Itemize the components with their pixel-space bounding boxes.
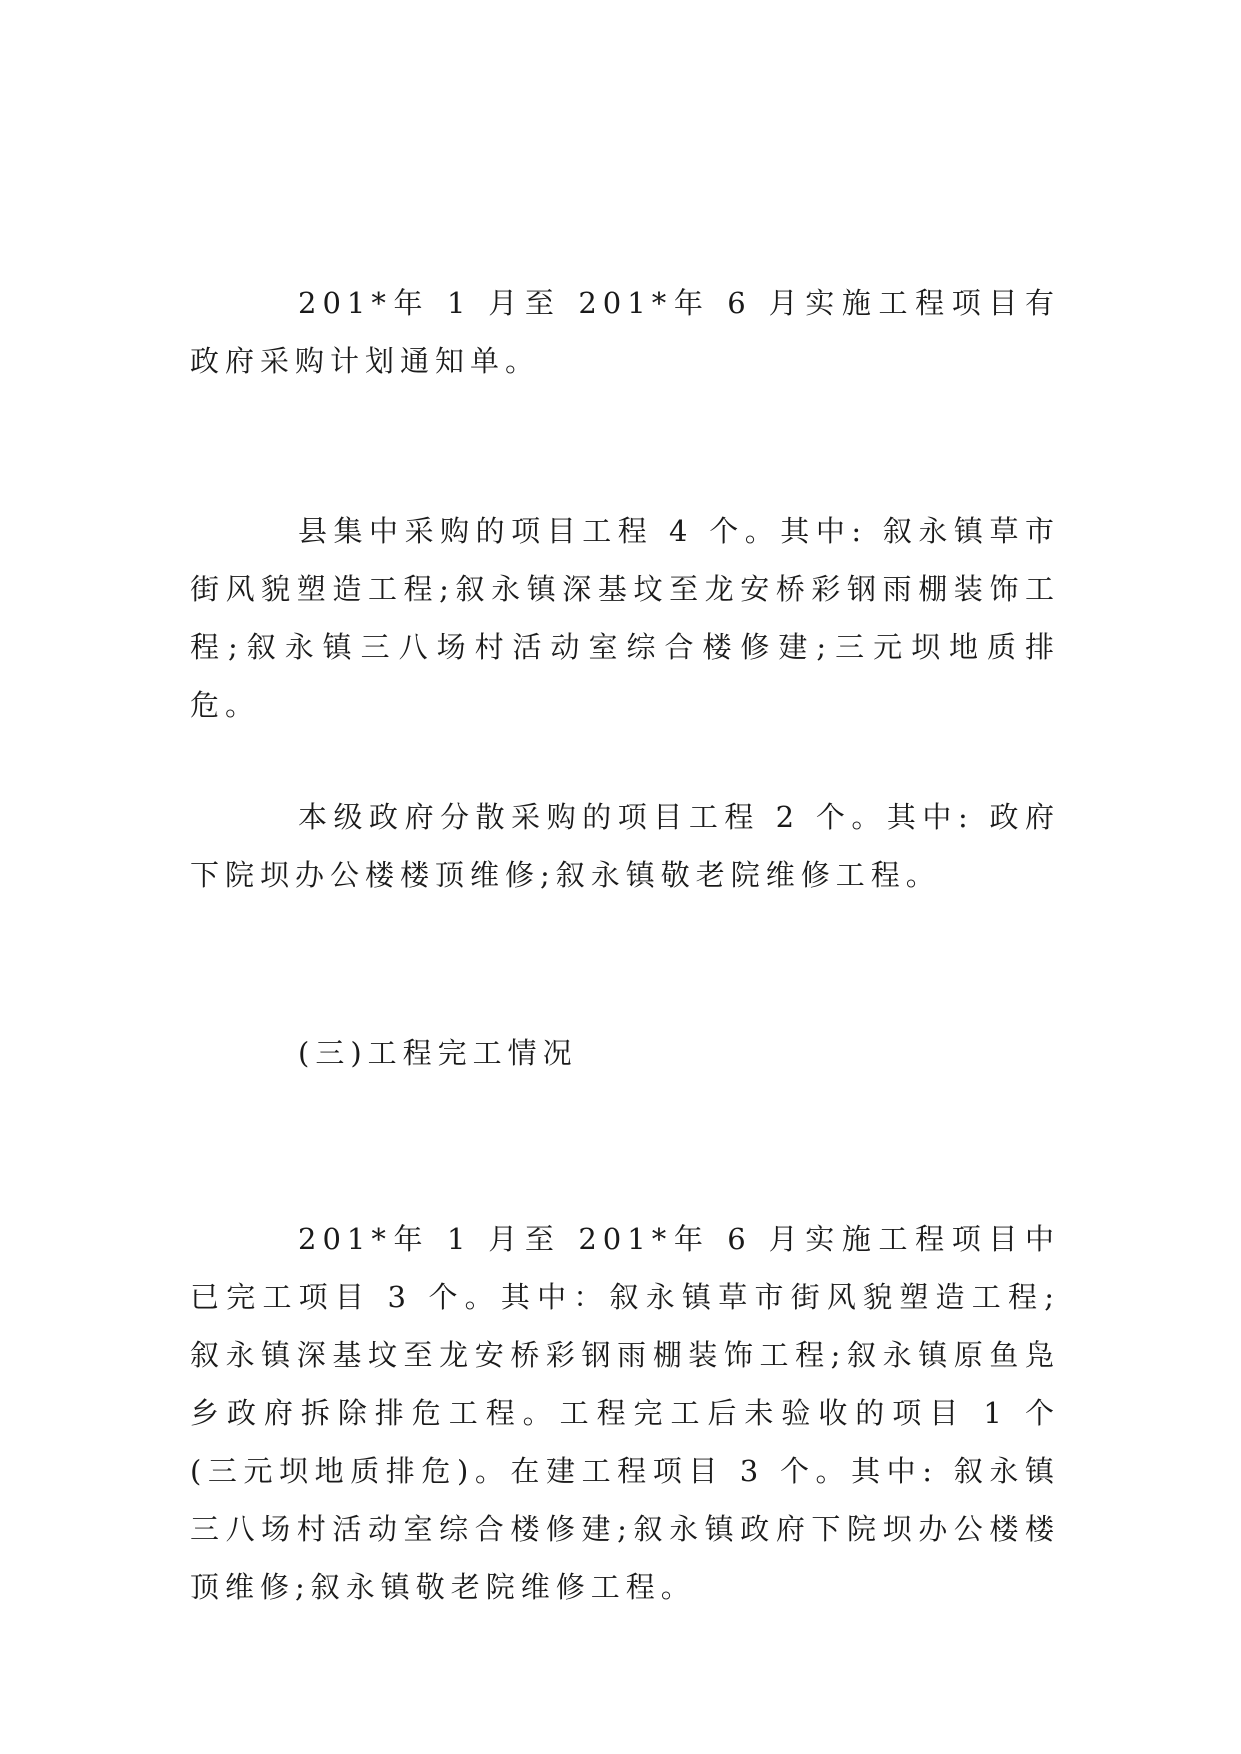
paragraph-local-decentralized-procurement: 本级政府分散采购的项目工程 2 个。其中: 政府下院坝办公楼楼顶维修;叙永镇敬老院维修工程。 [190, 800, 1060, 892]
section-heading-completion-status: (三)工程完工情况 [298, 1036, 578, 1070]
paragraph-procurement-notice: 201*年 1 月至 201*年 6 月实施工程项目有政府采购计划通知单。 [190, 286, 1060, 378]
paragraph-county-centralized-procurement: 县集中采购的项目工程 4 个。其中: 叙永镇草市街风貌塑造工程;叙永镇深基坟至龙安桥彩钢雨棚装饰工程;叙永镇三八场村活动室综合楼修建;三元坝地质排危。 [190, 514, 1060, 722]
paragraph-completion-details: 201*年 1 月至 201*年 6 月实施工程项目中已完工项目 3 个。其中：叙永镇草市街风貌塑造工程;叙永镇深基坟至龙安桥彩钢雨棚装饰工程;叙永镇原鱼凫乡政府拆除排危工程。工程完工后未验收的项目 1 个(三元坝地质排危)。在建工程项目 3 个。其中: 叙永镇三八场村活动室综合楼修建;叙永镇政府下院坝办公楼楼顶维修;叙永镇敬老院维修工程。 [190, 1222, 1060, 1604]
